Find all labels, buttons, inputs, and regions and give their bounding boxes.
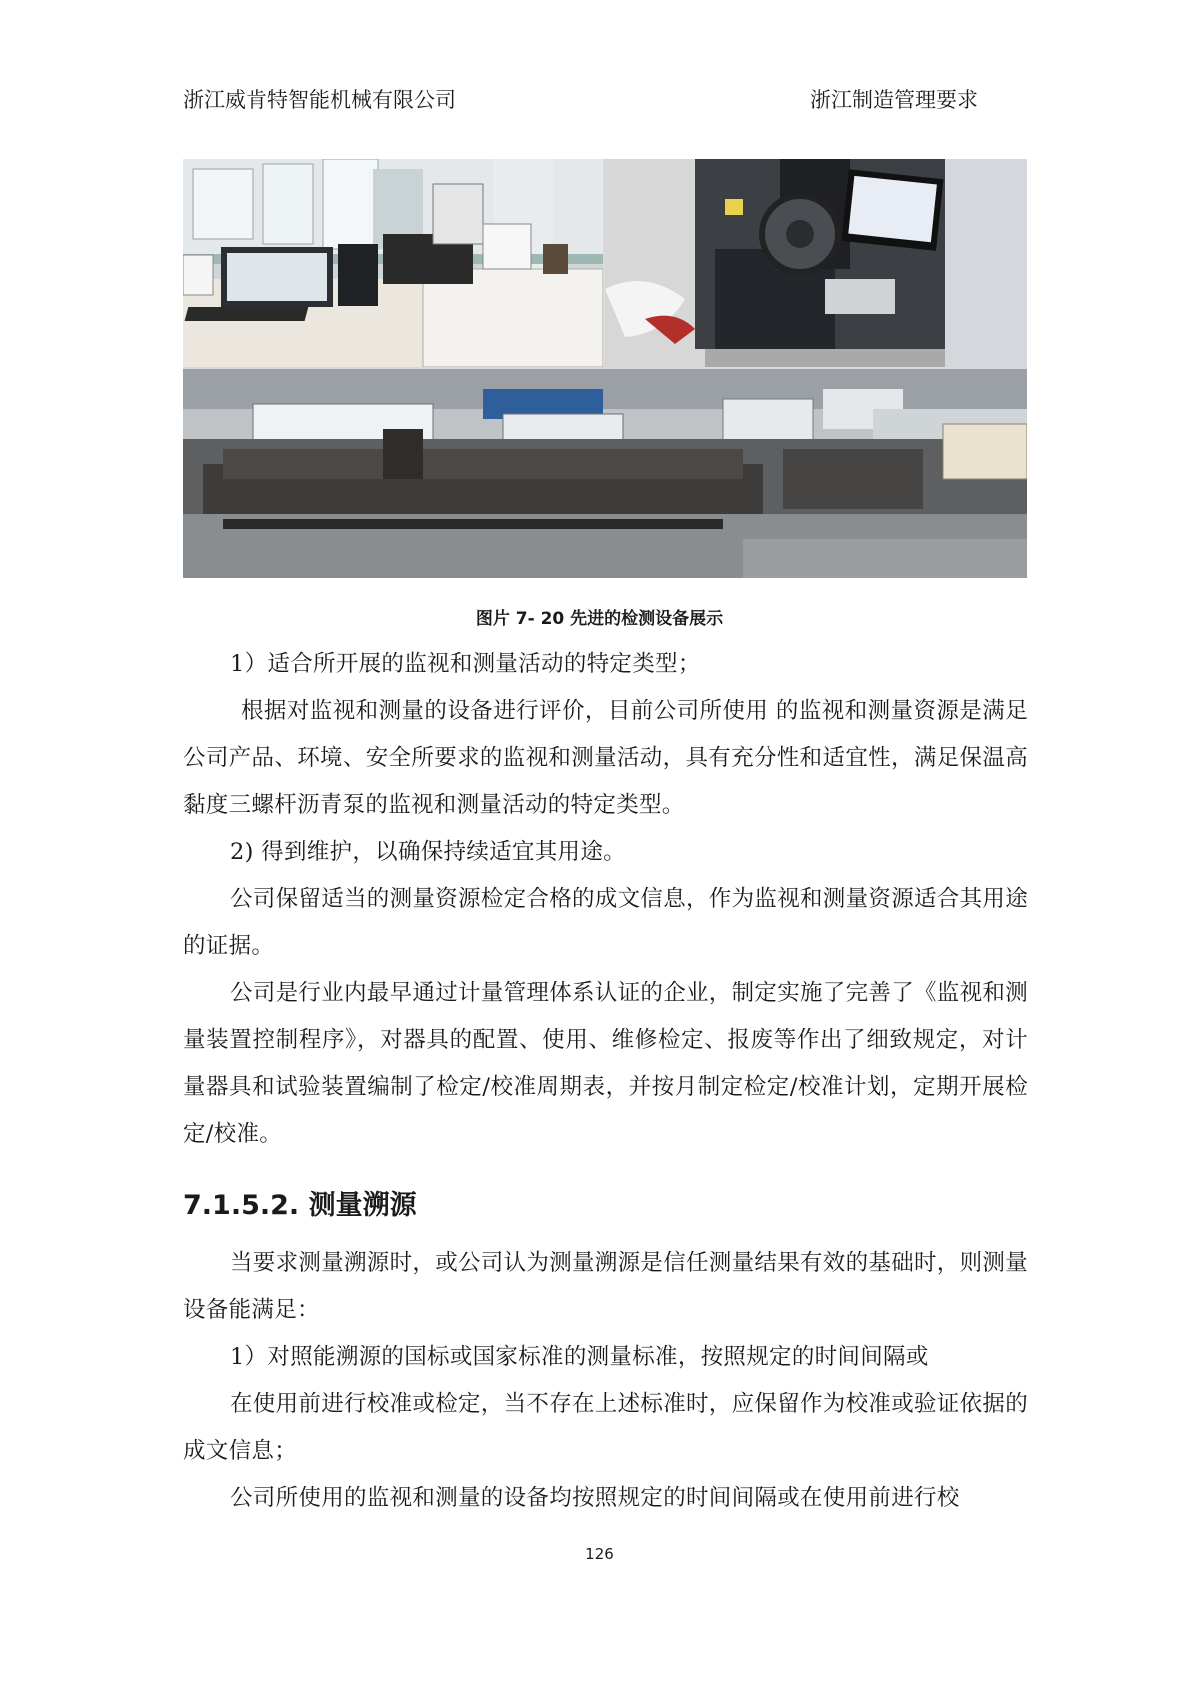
paragraph-equipment-calibration: 公司所使用的监视和测量的设备均按照规定的时间间隔或在使用前进行校 (230, 1485, 960, 1511)
page-number: 126 (585, 1545, 614, 1563)
workshop-inspection-platform-photo (183, 369, 1027, 578)
header-document-title: 浙江制造管理要求 (810, 88, 978, 112)
paragraph-calibration: 在使用前进行校准或检定，当不存在上述标准时，应保留作为校准或验证依据的成文信息； (183, 1391, 1029, 1464)
section-heading: 7.1.5.2. 测量溯源 (183, 1190, 417, 1221)
paragraph-documented-info: 公司保留适当的测量资源检定合格的成文信息，作为监视和测量资源适合其用途的证据。 (183, 886, 1029, 959)
inspection-equipment-photos (183, 159, 1027, 578)
paragraph-traceability: 当要求测量溯源时，或公司认为测量溯源是信任测量结果有效的基础时，则测量设备能满足： (183, 1250, 1029, 1323)
figure-caption: 图片 7- 20 先进的检测设备展示 (475, 609, 724, 629)
paragraph-item-1: 1）适合所开展的监视和测量活动的特定类型； (230, 651, 701, 677)
paragraph-traceability-item-1: 1）对照能溯源的国标或国家标准的测量标准，按照规定的时间间隔或 (230, 1344, 929, 1370)
cnc-inspection-machine-photo (605, 159, 1027, 367)
paragraph-evaluation: 根据对监视和测量的设备进行评价，目前公司所使用 的监视和测量资源是满足公司产品、环境、安全所要求的监视和测量活动，具有充分性和适宜性，满足保温高黏度三螺杆沥青泵的监视和测量活动的特定类型。 (183, 698, 1028, 818)
paragraph-metrology-system: 公司是行业内最早通过计量管理体系认证的企业，制定实施了完善了《监视和测量装置控制程序》，对器具的配置、使用、维修检定、报废等作出了细致规定，对计量器具和试验装置编制了检定/校准周期表，并按月制定检定/校准计划，定期开展检定/校准。 (183, 980, 1029, 1147)
paragraph-item-2: 2) 得到维护，以确保持续适宜其用途。 (230, 839, 626, 865)
header-company: 浙江威肯特智能机械有限公司 (183, 88, 456, 112)
lab-measuring-instrument-photo (183, 159, 603, 367)
